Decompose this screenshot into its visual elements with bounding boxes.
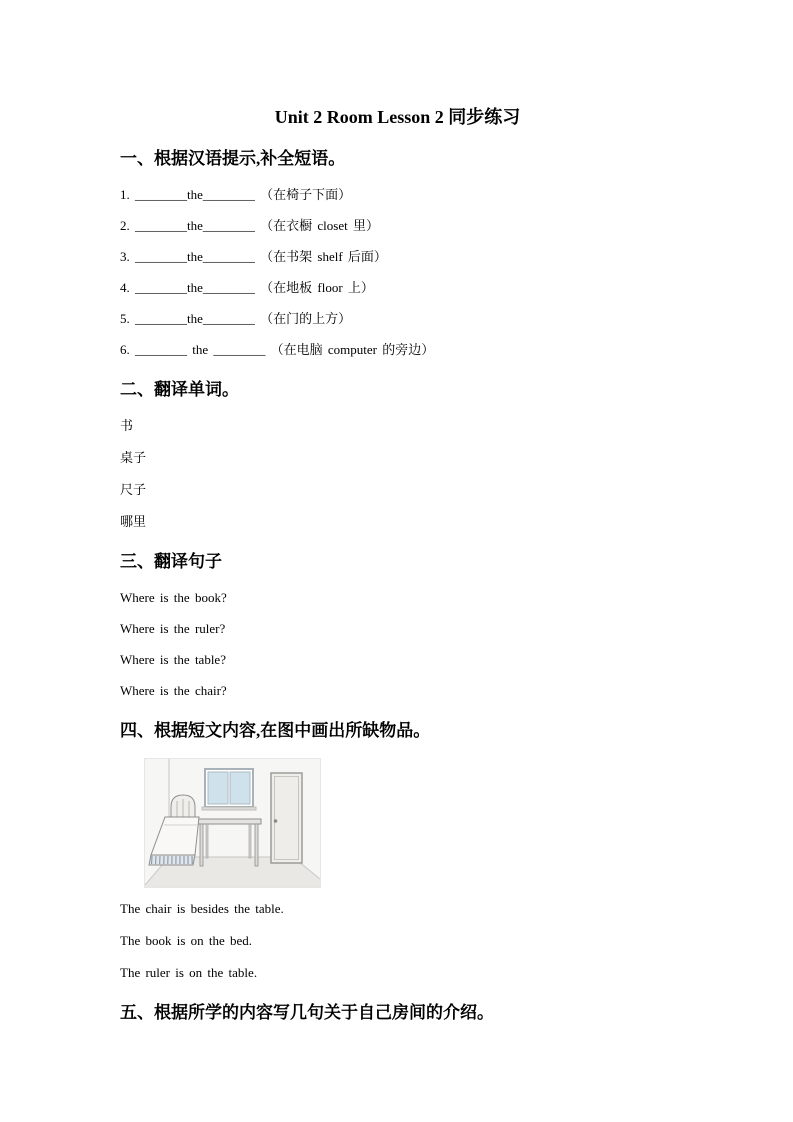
word-item-book: 书: [120, 418, 134, 433]
phrase-item-2: 2. ________the________ （在衣橱 closet 里）: [120, 218, 379, 233]
sentence-where-table: Where is the table?: [120, 652, 226, 667]
section-three-heading: 三、翻译句子: [120, 552, 222, 571]
passage-sentence-book: The book is on the bed.: [120, 933, 253, 948]
sentence-where-ruler: Where is the ruler?: [120, 621, 226, 636]
passage-sentence-chair: The chair is besides the table.: [120, 901, 284, 916]
section-two-heading: 二、翻译单词。: [120, 380, 239, 399]
phrase-item-3: 3. ________the________ （在书架 shelf 后面）: [120, 249, 387, 264]
room-illustration: [144, 758, 321, 888]
sentence-where-book: Where is the book?: [120, 590, 227, 605]
section-five-heading: 五、根据所学的内容写几句关于自己房间的介绍。: [120, 1003, 494, 1022]
phrase-item-4: 4. ________the________ （在地板 floor 上）: [120, 280, 374, 295]
word-item-where: 哪里: [120, 514, 147, 529]
phrase-item-6: 6. ________ the ________ （在电脑 computer 的旁边）: [120, 342, 435, 357]
section-four-heading: 四、根据短文内容,在图中画出所缺物品。: [120, 721, 431, 740]
word-item-table: 桌子: [120, 450, 147, 465]
section-one-heading: 一、根据汉语提示,补全短语。: [120, 149, 346, 168]
word-item-ruler: 尺子: [120, 482, 147, 497]
phrase-item-5: 5. ________the________ （在门的上方）: [120, 311, 352, 326]
passage-sentence-ruler: The ruler is on the table.: [120, 965, 258, 980]
window: [202, 769, 256, 810]
door: [271, 773, 302, 863]
sentence-where-chair: Where is the chair?: [120, 683, 227, 698]
room-sketch-svg: [145, 759, 320, 887]
phrase-item-1: 1. ________the________ （在椅子下面）: [120, 187, 352, 202]
page-title: Unit 2 Room Lesson 2 同步练习: [274, 107, 521, 127]
